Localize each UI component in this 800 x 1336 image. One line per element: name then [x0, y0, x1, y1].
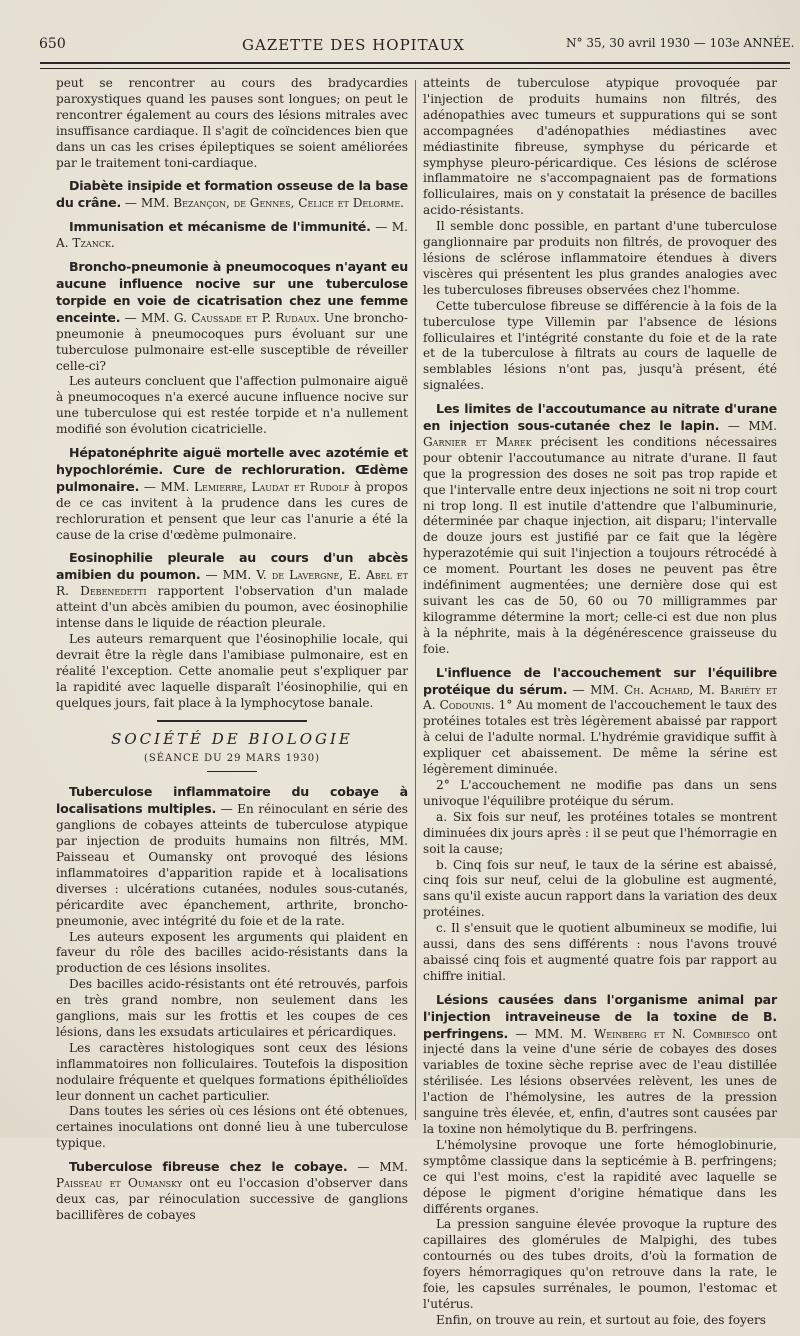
- running-head: [0, 34, 800, 58]
- entry-authors: — MM. Bezançon, de Gennes, Celice et Delorme.: [121, 196, 405, 211]
- entry-authors: — MM. Paisseau et Oumansky: [56, 1160, 408, 1191]
- section-divider: [157, 720, 307, 722]
- section-date: (SÉANCE DU 29 MARS 1930): [143, 753, 321, 765]
- entry-authors: — MM. Lemierre, Laudat et Rudolf: [139, 479, 350, 494]
- entry-text: ont injecté dans la veine d'une série de cobayes des doses variables de toxine sèche reprise avec de l'eau distillée stérilisée. Les lésions observées relèvent, les unes de l'action de l'hémolysine, les autres de la pression sanguine très élevée, et, enfin, d'autres sont causées par la toxine non hémolytique du B. perfringens.: [423, 1026, 777, 1136]
- column-divider: [415, 80, 416, 1120]
- entry-authors: — MM. G. Caussade et P. Rudaux.: [120, 310, 320, 325]
- section-title: SOCIÉTÉ DE BIOLOGIE: [111, 729, 353, 748]
- entry-authors: — MM. Garnier et Marek: [423, 419, 777, 449]
- entry-nitrate-urane: [423, 401, 777, 658]
- entry-heading: Tuberculose inflammatoire du cobaye à localisations multiples.: [56, 784, 408, 817]
- entry-text: à propos de ce cas invitent à la prudence dans les cures de rechloruration et pensent que leur cas l'anurie a été la cause de la crise d'œdème pulmonaire.: [56, 479, 408, 542]
- entry-heading: Eosinophilie pleurale au cours d'un abcès amibien du poumon.: [56, 550, 408, 583]
- entry-eosinophilie: [56, 550, 408, 711]
- entry-paragraph: Les auteurs exposent les arguments qui plaident en faveur du rôle des bacilles acido-résistants dans la production de ces lésions insolites.: [56, 929, 408, 976]
- entry-paragraph: 2° L'accouchement ne modifie pas dans un sens univoque l'équilibre protéique du sérum.: [423, 777, 777, 808]
- entry-text: précisent les conditions nécessaires pour obtenir l'accoutumance au nitrate d'urane. Il faut que la progression des doses ne soit pas trop rapide et que l'intervalle entre deux injections ne soit ni trop court ni trop long. Il est inutile d'attendre que l'albuminurie, déterminée par chaque injection, ait disparu; l'intervalle de douze jours est justifié par ce fait que la légère hyperazotémie qui suit l'injection a toujours rétrocédé à ce moment. Pourtant les doses ne peuvent pas être indéfiniment augmentées; une dernière dose qui est suivant les cas de 50, 60 ou 70 milligrammes par kilogramme détermine la mort; celle-ci est due non plus à la néphrite, mais à la dégénérescence graisseuse du foie.: [423, 434, 777, 656]
- left-column: [56, 76, 408, 1231]
- entry-heading: Diabète insipide et formation osseuse de la base du crâne.: [56, 178, 408, 211]
- right-column: [423, 76, 777, 1336]
- entry-text: rapportent l'observation d'un malade atteint d'un abcès amibien du poumon, avec éosinophilie intense dans le liquide de réaction pleurale.: [56, 584, 408, 631]
- entry-heading: Les limites de l'accoutumance au nitrate d'urane en injection sous-cutanée chez le lapin.: [423, 401, 777, 434]
- entry-heading: Broncho-pneumonie à pneumocoques n'ayant eu aucune influence nocive sur une tuberculose torpide en voie de cicatrisation chez une femme enceinte.: [56, 259, 408, 325]
- entry-heading: Lésions causées dans l'organisme animal par l'injection intraveineuse de la toxine de B. perfringens.: [423, 991, 777, 1041]
- entry-heading: Hépatonéphrite aiguë mortelle avec azotémie et hypochlorémie. Cure de rechloruration. Œdème pulmonaire.: [56, 445, 408, 494]
- entry-immunisation: [56, 219, 408, 252]
- entry-hepatonephrite: [56, 445, 408, 543]
- entry-accouchement: [423, 665, 777, 985]
- continuation-paragraph: atteints de tuberculose atypique provoquée par l'injection de produits humains non filtrés, des adénopathies avec tumeurs et suppurations qui se sont accompagnées d'adénopathies médiastines avec médiastinite fibreuse, symphyse du péricarde et symphyse pleuro-péricardique. Ces lésions de sclérose inflammatoire ne s'accompagnaient pas de formations folliculaires, mais on y constatait la présence de bacilles acido-résistants. Il semble donc possible, en partant d'une tuberculose ganglionnaire par produits non filtrés, de provoquer des lésions de sclérose inflammatoire étendues à divers viscères qui présentent les plus grandes analogies avec les tuberculoses fibreuses observées chez l'homme. Cette tuberculose fibreuse se différencie à la fois de la tuberculose type Villemin par l'absence de lésions folliculaires et l'intégrité constante du foie et de la rate et de la tuberculose à filtrats au cours de laquelle de semblables lésions n'ont pas, jusqu'à présent, été signalées.: [423, 76, 777, 393]
- header-rule: [40, 62, 790, 64]
- entry-paragraph: Les auteurs concluent que l'affection pulmonaire aiguë à pneumocoques n'a exercé aucune influence nocive sur une tuberculose qui est restée torpide et n'a nullement modifié son évolution cicatricielle.: [56, 374, 408, 437]
- entry-authors: — MM. M. Weinberg et N. Combiesco: [508, 1026, 750, 1041]
- entry-paragraph: La pression sanguine élevée provoque la rupture des capillaires des glomérules de Malpighi, des tubes contournés ou des tubes droits, d'où la formation de foyers hémorragiques qu'on retrouve dans la rate, le foie, les capsules surrénales, le poumon, l'estomac et l'utérus.: [423, 1217, 777, 1311]
- entry-paragraph: L'hémolysine provoque une forte hémoglobinurie, symptôme classique dans la septicémie à B. perfringens; ce qui l'est moins, c'est la rapidité avec laquelle se dépose le pigment d'origine hématique dans les différents organes.: [423, 1137, 777, 1216]
- entry-heading: L'influence de l'accouchement sur l'équilibre protéique du sérum.: [423, 664, 777, 697]
- entry-diabete-insipide: [56, 178, 408, 212]
- entry-paragraph: a. Six fois sur neuf, les protéines totales se montrent diminuées dix jours après : il se peut que l'hémorragie en soit la cause;: [423, 809, 777, 856]
- entry-authors: — MM. V. de Lavergne, E. Abel et R. Debenedetti: [56, 568, 408, 599]
- entry-text: — En réinoculant en série des ganglions de cobayes atteints de tuberculose atypique par injection de produits humains non filtrés, MM. Paisseau et Oumansky ont provoqué des lésions inflammatoires d'apparition rapide et à localisations diverses : ulcérations cutanées, nodules sous-cutanés, péricardite avec épanchement, arthrite, broncho-pneumonie, avec intégrité du foie et de la rate.: [56, 802, 408, 928]
- page-number: 650: [39, 36, 66, 52]
- entry-text: Une broncho-pneumonie à pneumocoques purs évoluant sur une tuberculose pulmonaire est-elle susceptible de réveiller celle-ci?: [56, 310, 408, 373]
- entry-authors: — M. A. Tzanck.: [56, 220, 408, 251]
- entry-heading: Tuberculose fibreuse chez le cobaye.: [69, 1159, 348, 1175]
- issue-info: N° 35, 30 avril 1930 — 103e ANNÉE.: [566, 36, 795, 50]
- entry-paragraph: Les auteurs remarquent que l'éosinophilie locale, qui devrait être la règle dans l'amibiase pulmonaire, est en réalité l'exception. Cette anomalie peut s'expliquer par la rapidité avec laquelle disparaît l'éosinophilie, qui en quelques jours, fait place à la lymphocytose banale.: [56, 632, 408, 710]
- entry-paragraph: Cette tuberculose fibreuse se différencie à la fois de la tuberculose type Villemin par l'absence de lésions folliculaires et l'intégrité constante du foie et de la rate et de la tuberculose à filtrats au cours de laquelle de semblables lésions n'ont pas, jusqu'à présent, été signalées.: [423, 298, 777, 393]
- entry-text: 1° Au moment de l'accouchement le taux des protéines totales est très légèrement abaissé par rapport à celui de l'adulte normal. L'hydrémie gravidique suffit à expliquer cet abaissement. De même la sérine est légèrement diminuée.: [423, 698, 777, 777]
- header-rule-thin: [40, 68, 790, 69]
- entry-paragraph: b. Cinq fois sur neuf, le taux de la sérine est abaissé, cinq fois sur neuf, celui de la globuline est augmenté, sans qu'il existe aucun rapport dans la variation des deux protéines.: [423, 857, 777, 920]
- entry-paragraph: Des bacilles acido-résistants ont été retrouvés, parfois en très grand nombre, non seulement dans les ganglions, mais sur les frottis et les coupes de ces lésions, dans les exsudats articulaires et péricardiques.: [56, 977, 408, 1039]
- entry-paragraph: Dans toutes les séries où ces lésions ont été obtenues, certaines inoculations ont donné lieu à une tuberculose typique.: [56, 1104, 408, 1151]
- entry-text: ont eu l'occasion d'observer dans deux cas, par réinoculation successive de ganglions bacillifères de cobayes: [56, 1176, 408, 1222]
- entry-paragraph: Il semble donc possible, en partant d'une tuberculose ganglionnaire par produits non filtrés, de provoquer des lésions de sclérose inflammatoire étendues à divers viscères qui présentent les plus grandes analogies avec les tuberculoses fibreuses observées chez l'homme.: [423, 219, 777, 297]
- entry-tuberculose-inflammatoire: [56, 784, 408, 1152]
- entry-perfringens: [423, 992, 777, 1329]
- section-subrule: [207, 771, 257, 772]
- intro-paragraph: peut se rencontrer au cours des bradycardies paroxystiques quand les pauses sont longues; on peut le rencontrer également au cours des lésions mitrales avec insuffisance cardiaque. Il s'agit de coïncidences bien que dans un cas les crises épileptiques se soient améliorées par le traitement toni-cardiaque.: [56, 76, 408, 170]
- entry-paragraph: c. Il s'ensuit que le quotient albumineux se modifie, lui aussi, dans des sens différents : nous l'avons trouvé abaissé cinq fois et augmenté quatre fois par rapport au chiffre initial.: [423, 921, 777, 983]
- entry-tuberculose-fibreuse: [56, 1159, 408, 1224]
- entry-paragraph: Les caractères histologiques sont ceux des lésions inflammatoires non folliculaires. Toutefois la disposition nodulaire fréquente et quelques formations épithélioïdes leur donnent un cachet particulier.: [56, 1040, 408, 1103]
- journal-title: GAZETTE DES HOPITAUX: [242, 36, 465, 54]
- entry-heading: Immunisation et mécanisme de l'immunité.: [69, 219, 371, 235]
- entry-broncho-pneumonie: [56, 259, 408, 438]
- entry-authors: — MM. Ch. Achard, M. Bariéty et A. Codounis.: [423, 682, 777, 713]
- entry-paragraph: Enfin, on trouve au rein, et surtout au foie, des foyers: [436, 1312, 767, 1327]
